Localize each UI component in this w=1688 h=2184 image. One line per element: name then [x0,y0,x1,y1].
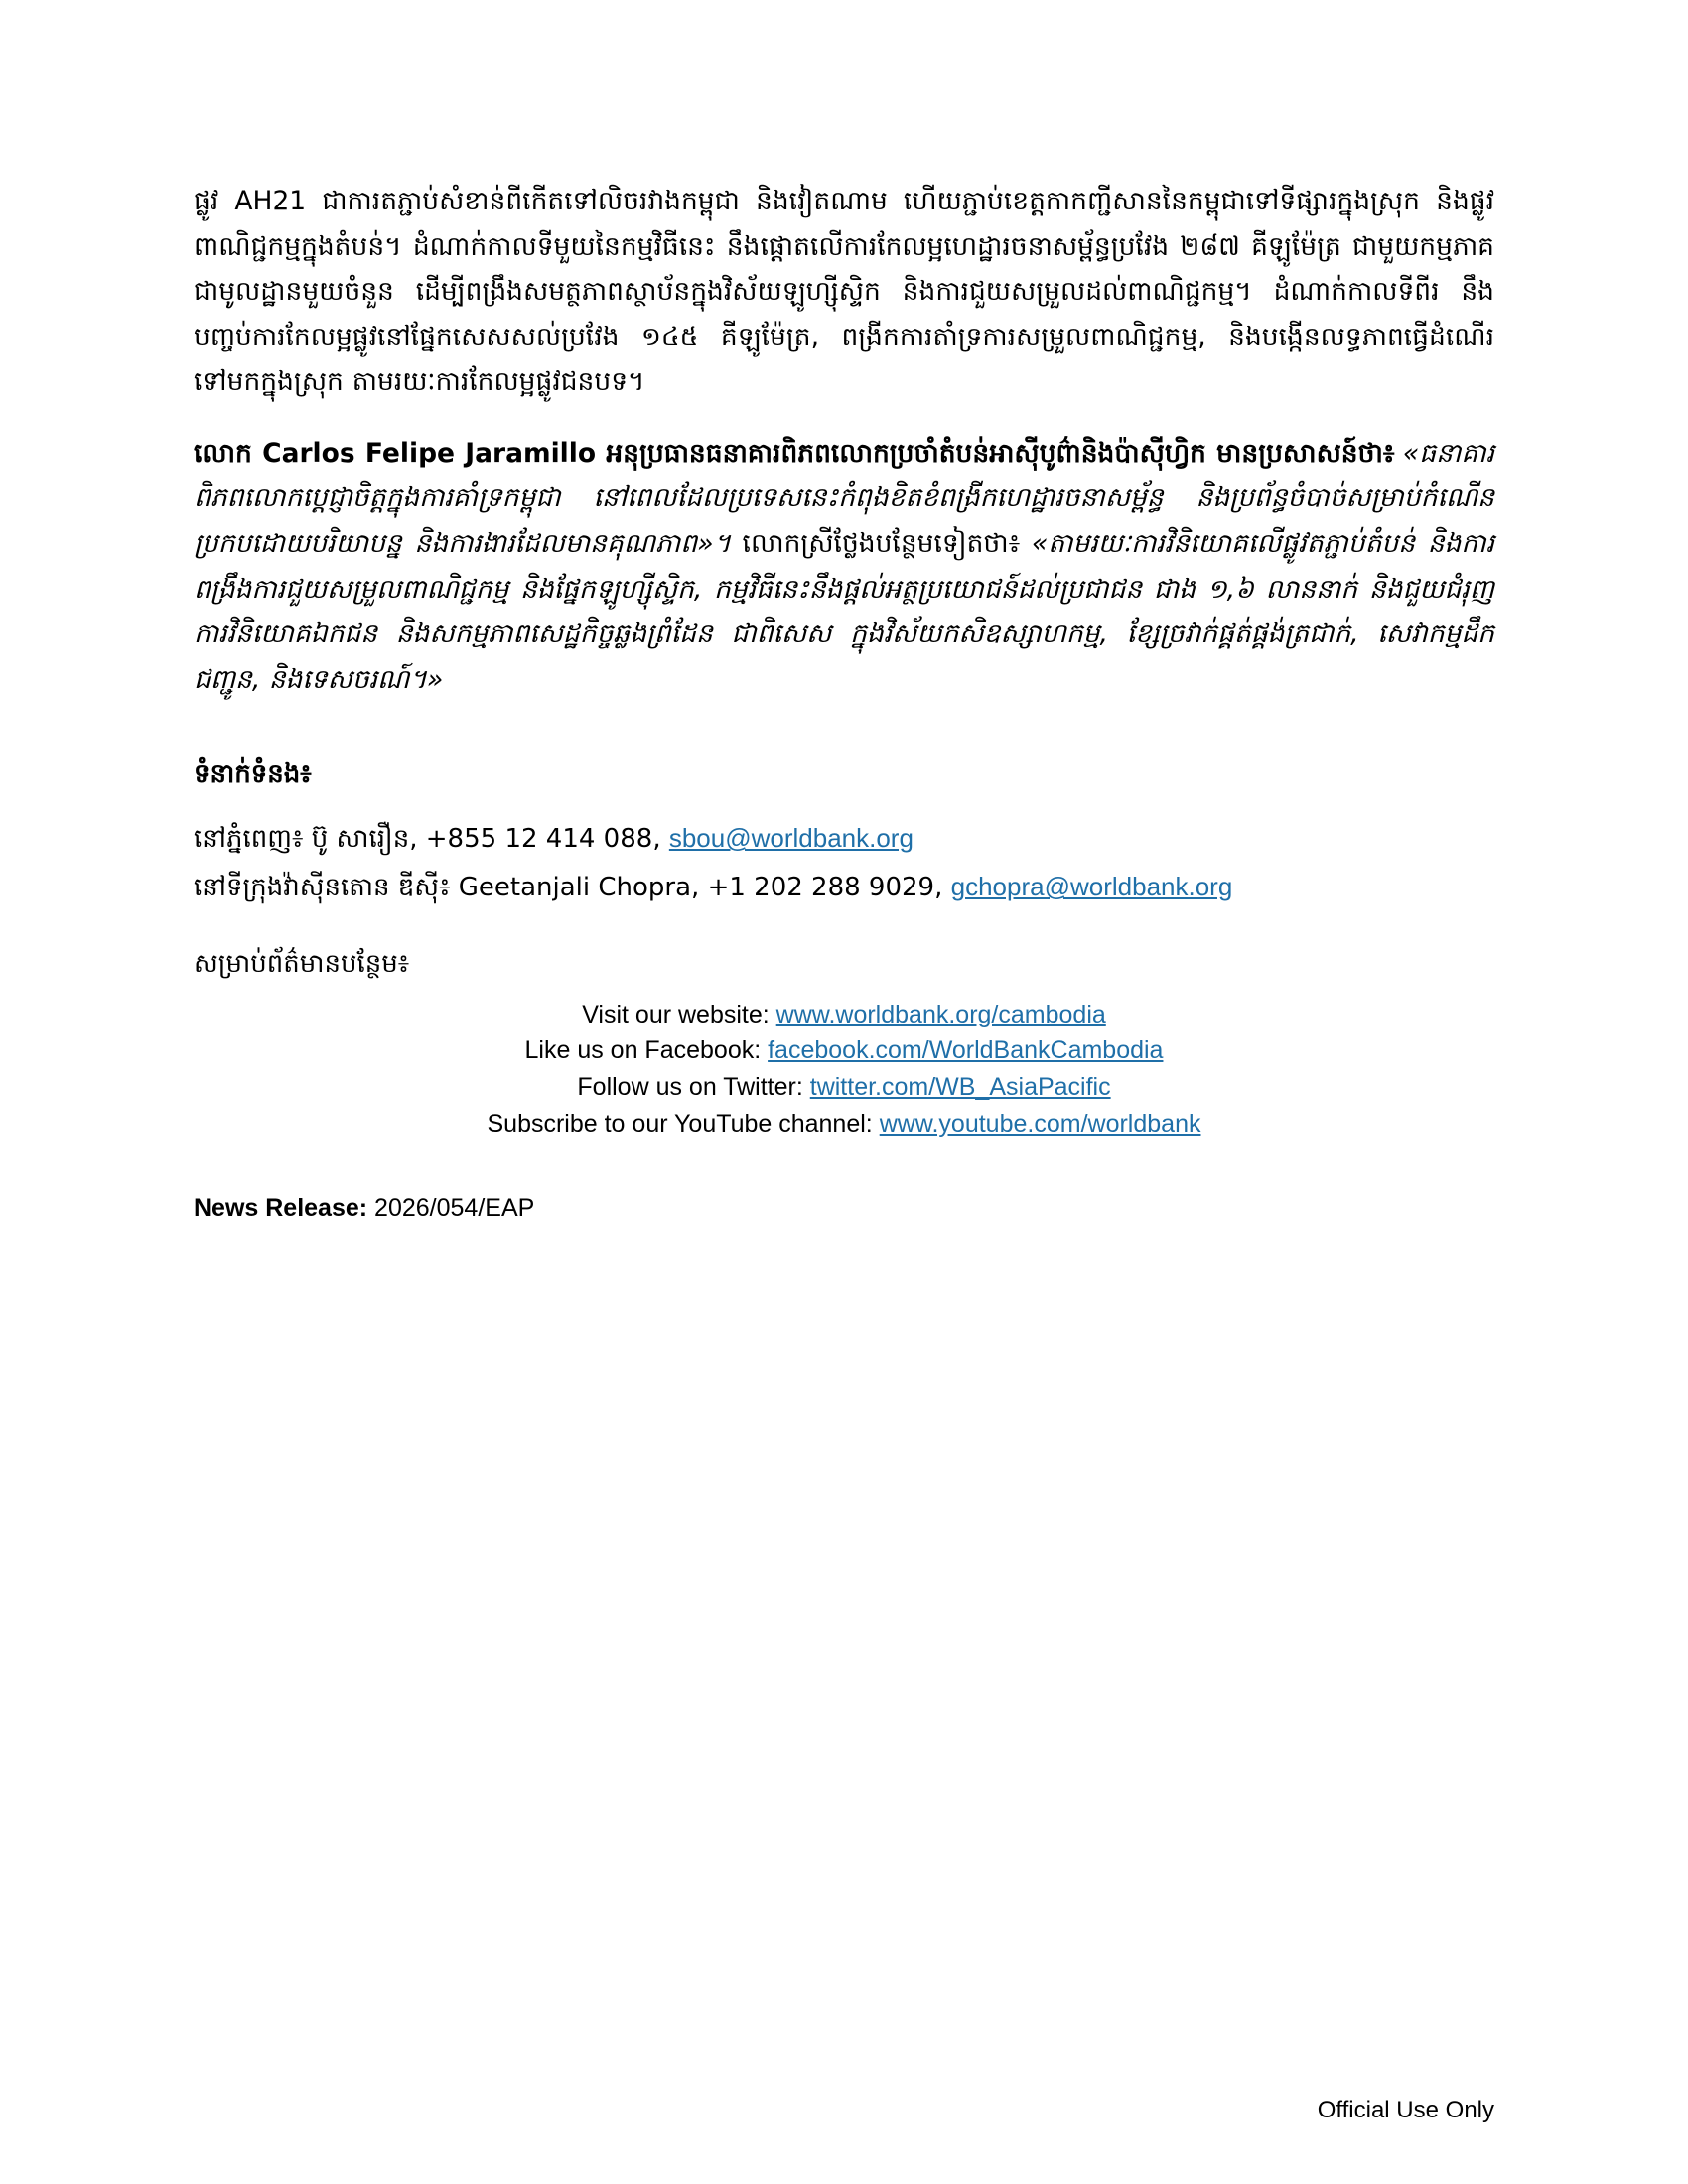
quote-text-second: «តាមរយៈការវិនិយោគលើផ្លូវតភ្ជាប់តំបន់ និងការពង្រឹងការជួយសម្រួលពាណិជ្ជកម្ម និងផ្នែកឡូហ្ស៊ីស្ទិក, កម្មវិធីនេះនឹងផ្តល់អត្ថប្រយោជន៍ដល់ប្រជាជន ជាង ១,៦ លាននាក់ និងជួយជំរុញការវិនិយោគឯកជន និងសកម្មភាពសេដ្ឋកិច្ចឆ្លងព្រំដែន ជាពិសេស ក្នុងវិស័យកសិឧស្សាហកម្ម, ខ្សែច្រវាក់ផ្គត់ផ្គង់ត្រជាក់, សេវាកម្មដឹកជញ្ជូន, និងទេសចរណ៍។» [194,528,1494,695]
news-release-value: 2026/054/EAP [367,1193,535,1222]
social-link-youtube-label: Subscribe to our YouTube channel: [487,1109,880,1138]
social-link-twitter-url[interactable]: twitter.com/WB_AsiaPacific [809,1073,1111,1102]
social-link-facebook-label: Like us on Facebook: [524,1036,769,1065]
contacts-heading: ទំនាក់ទំនង៖ [194,759,312,790]
further-info-heading: សម្រាប់ព័ត៌មានបន្ថែម៖ [194,948,410,979]
social-link-website-url[interactable]: www.worldbank.org/cambodia [775,1000,1106,1028]
news-release-line [194,1194,1494,1223]
social-links-list [194,997,1494,1143]
quote-attribution-lead: លោក Carlos Felipe Jaramillo អនុប្រធានធនាគារពិភពលោកប្រចាំតំបន់អាស៊ីបូព៌ានិងប៉ាស៊ីហ្វិក មានប្រសាសន៍ថា៖ [194,437,1395,469]
official-use-footer: Official Use Only [1317,2097,1494,2123]
social-link-twitter-label: Follow us on Twitter: [577,1073,810,1102]
social-link-twitter-row [194,1069,1494,1106]
social-link-website-label: Visit our website: [582,1000,776,1028]
social-link-facebook-row [194,1032,1494,1069]
contact-phnom-penh [194,817,1494,860]
social-link-youtube-row [194,1106,1494,1143]
contact-washington [194,866,1494,908]
news-release-label: News Release: [194,1193,368,1222]
contact-washington-email[interactable]: gchopra@worldbank.org [950,872,1233,902]
social-link-youtube-url[interactable]: www.youtube.com/worldbank [879,1109,1201,1138]
quote-text-first: «ធនាគារពិភពលោកប្តេជ្ញាចិត្តក្នុងការគាំទ្រកម្ពុជា នៅពេលដែលប្រទេសនេះកំពុងខិតខំពង្រីកហេដ្ឋារចនាសម្ព័ន្ធ និងប្រព័ន្ធចំបាច់សម្រាប់កំណើនប្រកបដោយបរិយាបន្ន និងការងារដែលមានគុណភាព»។ [194,437,1494,560]
paragraph-ah21: ផ្លូវ AH21 ជាការតភ្ជាប់សំខាន់ពីកើតទៅលិចរវាងកម្ពុជា និងវៀតណាម ហើយភ្ជាប់ខេត្តកាកញ្ជីសាននៃកម្ពុជាទៅទីផ្សារក្នុងស្រុក និងផ្លូវពាណិជ្ជកម្មក្នុងតំបន់។ ដំណាក់កាលទីមួយនៃកម្មវិធីនេះ នឹងផ្តោតលើការកែលម្អហេដ្ឋារចនាសម្ព័ន្ធប្រវែង ២៨៧ គីឡូម៉ែត្រ ជាមួយកម្មភាគជាមូលដ្ឋានមួយចំនួន ដើម្បីពង្រឹងសមត្ថភាពស្ថាប័នក្នុងវិស័យឡូហ្ស៊ីស្ទិក និងការជួយសម្រួលដល់ពាណិជ្ជកម្ម។ ដំណាក់កាលទីពីរ នឹងបញ្ចប់ការកែលម្អផ្លូវនៅផ្នែកសេសសល់ប្រវែង ១៤៥ គីឡូម៉ែត្រ, ពង្រីកការតាំទ្រការសម្រួលពាណិជ្ជកម្ម, និងបង្កើនលទ្ធភាពធ្វើដំណើរទៅមកក្នុងស្រុក តាមរយៈការកែលម្អផ្លូវជនបទ។ [194,186,1494,398]
contact-phnom-penh-email[interactable]: sbou@worldbank.org [668,823,914,854]
contact-phnom-penh-text: នៅភ្នំពេញ៖ ប៊ូ សារឿន, +855 12 414 088, [194,824,669,855]
quote-connector: លោកស្រីថ្លែងបន្ថែមទៀតថា៖ [742,528,1021,560]
quote-block [194,431,1494,702]
social-link-website-row [194,997,1494,1033]
social-link-facebook-url[interactable]: facebook.com/WorldBankCambodia [768,1036,1164,1065]
contact-washington-text: នៅទីក្រុងវ៉ាស៊ីនតោន ឌីស៊ី៖ Geetanjali Chopra, +1 202 288 9029, [194,873,951,903]
